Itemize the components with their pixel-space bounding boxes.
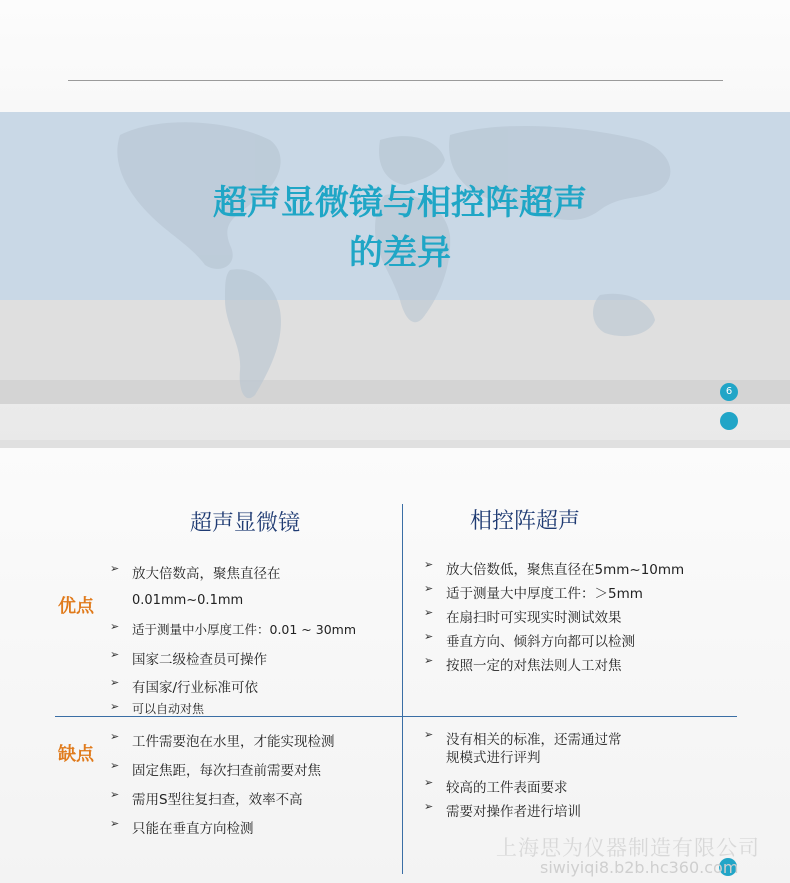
arrow-bullet-icon: ➢ (110, 676, 120, 689)
list-item: ➢ 垂直方向、倾斜方向都可以检测 (424, 630, 635, 650)
list-item: 规模式进行评判 (446, 750, 541, 766)
list-item: ➢ 放大倍数低，聚焦直径在5mm~10mm (424, 558, 685, 578)
left-disadvantages-list (110, 730, 395, 841)
list-item: ➢ 只能在垂直方向检测 (110, 817, 254, 837)
right-advantages-list (424, 558, 734, 678)
arrow-bullet-icon: ➢ (424, 654, 434, 667)
arrow-bullet-icon: ➢ (424, 558, 434, 571)
advantages-label: 优点 (58, 596, 94, 617)
list-item: ➢ 工件需要泡在水里，才能实现检测 (110, 730, 335, 750)
arrow-bullet-icon: ➢ (110, 700, 120, 713)
title-slide (0, 0, 790, 440)
list-item: ➢ 较高的工件表面要求 (424, 776, 568, 796)
left-advantages-list (110, 562, 390, 720)
right-disadvantages-list (424, 728, 734, 824)
list-item: ➢ 固定焦距，每次扫查前需要对焦 (110, 759, 321, 779)
slide-dot (720, 412, 738, 430)
disadvantages-label: 缺点 (58, 744, 94, 765)
arrow-bullet-icon: ➢ (424, 728, 434, 741)
arrow-bullet-icon: ➢ (110, 562, 120, 575)
arrow-bullet-icon: ➢ (424, 606, 434, 619)
arrow-bullet-icon: ➢ (424, 582, 434, 595)
arrow-bullet-icon: ➢ (110, 730, 120, 743)
slide-title (160, 178, 640, 278)
column-divider (402, 504, 403, 874)
top-divider (68, 80, 723, 81)
list-item: ➢ 没有相关的标准，还需通过常 (424, 728, 622, 748)
list-item: ➢ 可以自动对焦 (110, 700, 205, 716)
right-column-title: 相控阵超声 (470, 509, 581, 534)
arrow-bullet-icon: ➢ (424, 800, 434, 813)
list-item: 0.01mm~0.1mm (132, 593, 244, 608)
comparison-slide (0, 448, 790, 883)
arrow-bullet-icon: ➢ (110, 788, 120, 801)
list-item: ➢ 在扇扫时可实现实时测试效果 (424, 606, 622, 626)
list-item: ➢ 按照一定的对焦法则人工对焦 (424, 654, 622, 674)
list-item: ➢ 有国家/行业标准可依 (110, 676, 259, 696)
list-item: ➢ 需用S型往复扫查，效率不高 (110, 788, 303, 808)
watermark-url: siwiyiqi8.b2b.hc360.com (540, 858, 739, 877)
arrow-bullet-icon: ➢ (424, 630, 434, 643)
left-column-title: 超声显微镜 (190, 511, 301, 536)
slide-title-line2: 的差异 (349, 233, 451, 273)
page-number-badge: 6 (720, 383, 738, 401)
arrow-bullet-icon: ➢ (110, 817, 120, 830)
slide-gap (0, 440, 790, 448)
list-item: ➢ 适于测量大中厚度工件：＞5mm (424, 582, 643, 602)
arrow-bullet-icon: ➢ (110, 648, 120, 661)
list-item: ➢ 需要对操作者进行培训 (424, 800, 581, 820)
watermark-company: 上海思为仪器制造有限公司 (496, 836, 760, 860)
list-item: ➢ 国家二级检查员可操作 (110, 648, 267, 668)
list-item: ➢ 适于测量中小厚度工件：0.01 ~ 30mm (110, 620, 357, 637)
arrow-bullet-icon: ➢ (110, 620, 120, 633)
arrow-bullet-icon: ➢ (424, 776, 434, 789)
arrow-bullet-icon: ➢ (110, 759, 120, 772)
slide-title-line1: 超声显微镜与相控阵超声 (213, 183, 587, 223)
list-item: ➢ 放大倍数高，聚焦直径在 (110, 562, 281, 582)
